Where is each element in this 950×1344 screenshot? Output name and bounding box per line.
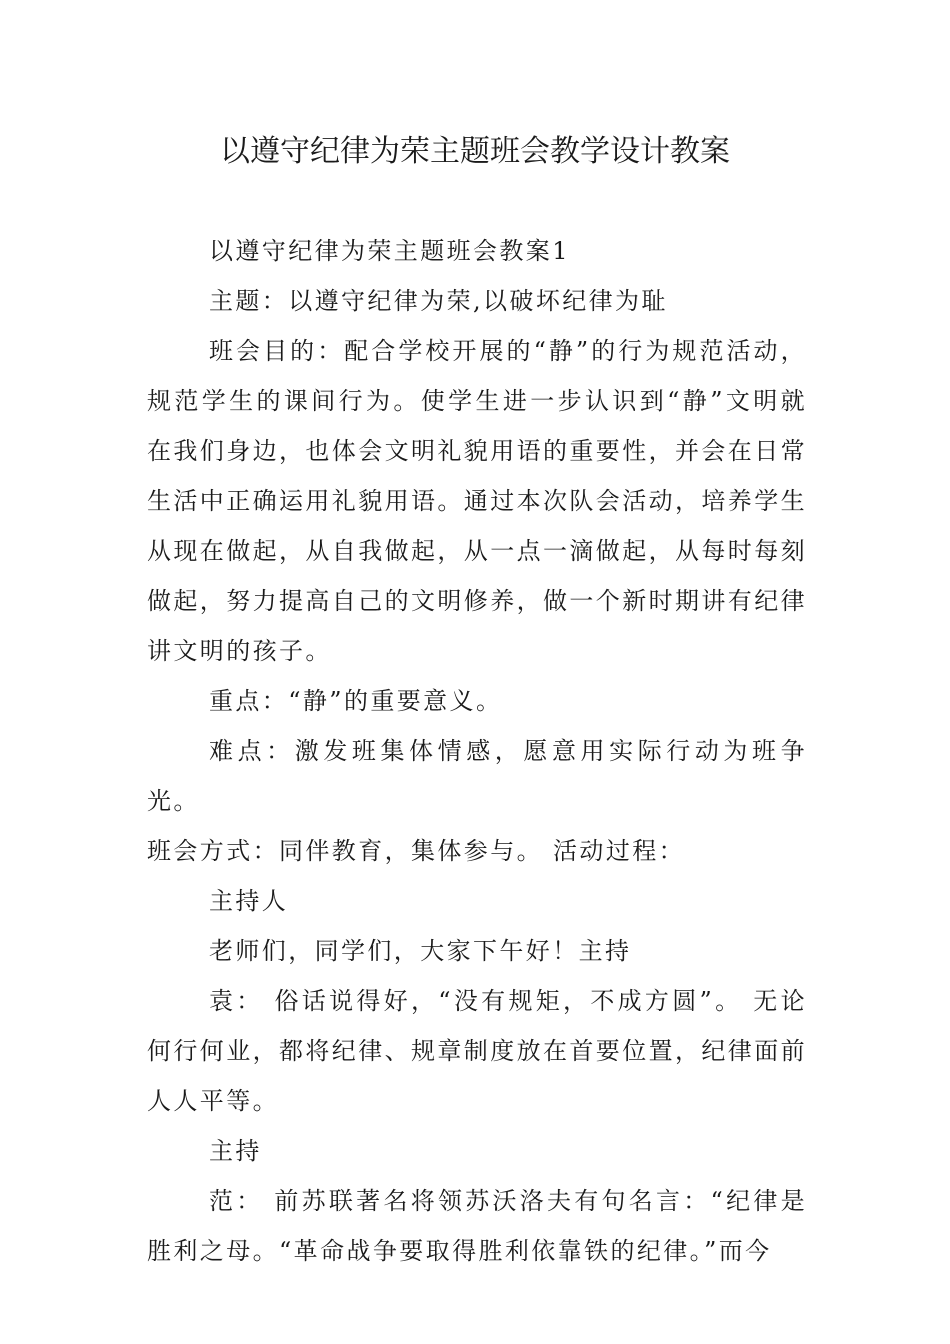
paragraph-host: 主持人	[209, 887, 289, 915]
paragraph-greeting: 老师们，同学们，大家下午好！主持	[209, 937, 632, 965]
paragraph-key-point: 重点：“静”的重要意义。	[209, 687, 503, 715]
paragraph-yuan-speech: 袁： 俗话说得好，“没有规矩，不成方圆”。 无论何行何业，都将纪律、规章制度放在首要位置，纪律面前人人平等。	[147, 987, 807, 1115]
paragraph-host-2: 主持	[209, 1137, 262, 1165]
paragraph-objectives: 班会目的：配合学校开展的“静”的行为规范活动，规范学生的课间行为。使学生进一步认识到“静”文明就在我们身边，也体会文明礼貌用语的重要性，并会在日常生活中正确运用礼貌用语。通过本次队会活动，培养学生从现在做起，从自我做起，从一点一滴做起，从每时每刻做起，努力提高自己的文明修养，做一个新时期讲有纪律讲文明的孩子。	[147, 337, 807, 665]
paragraph-fan-speech: 范： 前苏联著名将领苏沃洛夫有句名言：“纪律是胜利之母。“革命战争要取得胜利依靠铁的纪律。”而今	[147, 1187, 807, 1265]
paragraph-method-and-process: 班会方式：同伴教育，集体参与。 活动过程：	[147, 837, 686, 865]
paragraph-difficulty: 难点：激发班集体情感，愿意用实际行动为班争光。	[147, 737, 807, 815]
document-title: 以遵守纪律为荣主题班会教学设计教案	[220, 134, 730, 169]
paragraph-lesson-plan-heading: 以遵守纪律为荣主题班会教案1	[209, 237, 570, 265]
paragraph-theme: 主题：以遵守纪律为荣,以破坏纪律为耻	[209, 287, 668, 315]
document-body	[147, 226, 807, 1276]
